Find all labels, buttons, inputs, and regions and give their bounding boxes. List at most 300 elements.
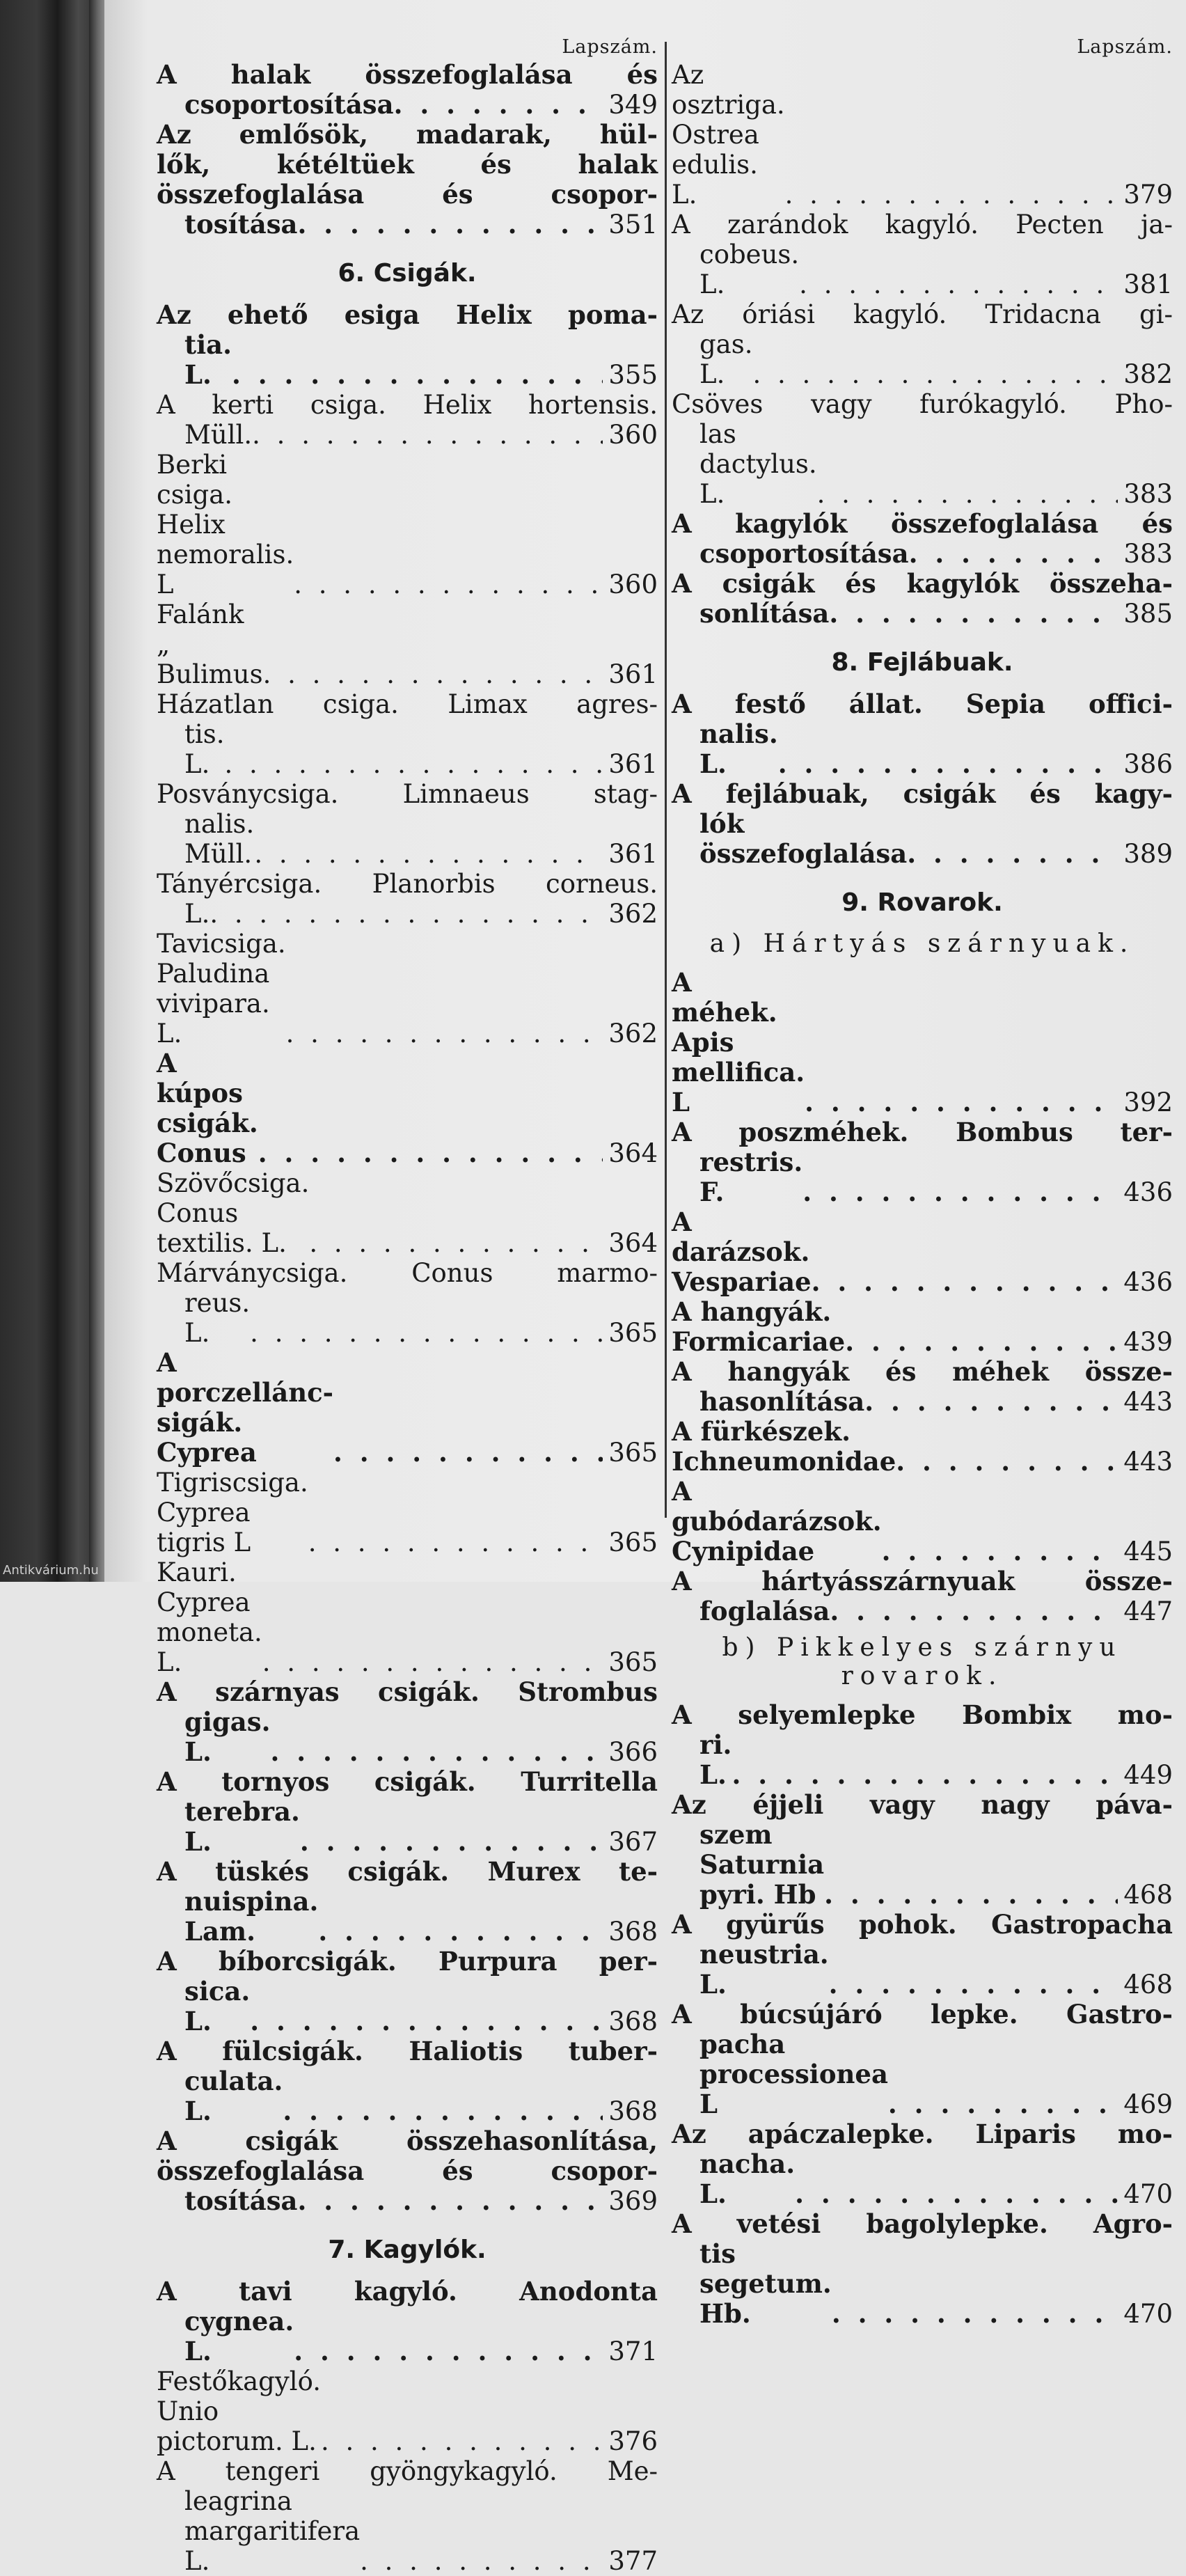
toc-entry-line	[672, 599, 1173, 629]
section-heading-8: 8. Fejlábuak.	[831, 648, 1013, 677]
toc-entry	[157, 869, 658, 929]
toc-entry-text: összefoglalása és csopor-	[157, 179, 658, 210]
toc-entry-line	[157, 2307, 658, 2366]
page-number: 470	[1123, 2179, 1173, 2209]
toc-entry-text: Berki csiga. Helix nemoralis. L	[157, 450, 294, 599]
toc-entry-line	[157, 1168, 658, 1258]
toc-entry-line	[157, 420, 658, 450]
toc-entry	[672, 1700, 1173, 1790]
toc-entry	[672, 509, 1173, 569]
left-column	[157, 35, 658, 2576]
toc-entry	[672, 60, 1173, 210]
dot-leader	[294, 2337, 603, 2366]
toc-entry-line	[157, 2126, 658, 2156]
toc-entry-line	[672, 60, 1173, 210]
page-number: 376	[608, 2426, 658, 2456]
toc-entry-line	[157, 1348, 658, 1468]
toc-entry-text: A vetési bagolylepke. Agro-	[672, 2208, 1173, 2239]
dot-leader	[258, 1138, 603, 1168]
page-number: 361	[608, 749, 658, 779]
page-number: 470	[1123, 2299, 1173, 2329]
toc-entry-line	[672, 1910, 1173, 1940]
toc-entry-text: gigas. L.	[184, 1706, 271, 1767]
toc-entry-line	[672, 1700, 1173, 1730]
page-number: 369	[608, 2186, 658, 2216]
toc-entry	[672, 968, 1173, 1117]
toc-entry-text: A fejlábuak, csigák és kagy-	[672, 778, 1173, 809]
toc-entry-line	[157, 1857, 658, 1887]
toc-entry	[672, 2119, 1173, 2209]
toc-entry	[157, 1348, 658, 1468]
page-number: 436	[1123, 1177, 1173, 1207]
page-number: 351	[608, 210, 658, 239]
toc-entry-text: A búcsújáró lepke. Gastro-	[672, 1999, 1173, 2029]
page-number: 383	[1123, 479, 1173, 509]
page-number: 368	[608, 2006, 658, 2036]
toc-entry	[157, 929, 658, 1049]
toc-entry-text: cygnea. L.	[184, 2306, 294, 2366]
toc-entry-line	[672, 1940, 1173, 2000]
toc-entry	[672, 1357, 1173, 1417]
page-number: 445	[1123, 1537, 1173, 1566]
dot-leader	[209, 899, 603, 929]
toc-entry-line	[672, 1790, 1173, 1820]
section-9a-entries	[672, 968, 1173, 1626]
toc-entry-text: Tigriscsiga. Cyprea tigris L	[157, 1468, 308, 1557]
toc-entry-line	[672, 569, 1173, 599]
page-number: 389	[1123, 839, 1173, 869]
dot-leader	[795, 2179, 1118, 2209]
toc-entry-line	[672, 1730, 1173, 1790]
dot-leader	[802, 1177, 1118, 1207]
dot-leader	[270, 1737, 603, 1767]
page-number-header: Lapszám.	[1077, 36, 1173, 58]
page-number: 361	[608, 659, 658, 689]
toc-entry-text: A tengeri gyöngykagyló. Me-	[157, 2456, 658, 2486]
toc-entry	[672, 1417, 1173, 1477]
dot-leader	[309, 1228, 603, 1258]
page-number: 365	[608, 1527, 658, 1557]
dot-leader	[232, 360, 603, 390]
dot-leader	[896, 1447, 1118, 1477]
toc-entry-line	[157, 1049, 658, 1168]
toc-entry-text: Müll.	[184, 420, 253, 450]
toc-entry-line	[157, 2366, 658, 2456]
toc-entry	[672, 1477, 1173, 1566]
toc-entry-line	[672, 2000, 1173, 2029]
toc-entry-text: A fülcsigák. Haliotis tuber-	[157, 2036, 658, 2066]
page-number: 365	[608, 1647, 658, 1677]
toc-entry-line	[157, 809, 658, 869]
toc-entry-text: A hangyák. Formicariae	[672, 1296, 846, 1357]
page-number: 364	[608, 1228, 658, 1258]
toc-entry-line	[157, 1677, 658, 1707]
toc-entry-text: foglalása	[699, 1596, 830, 1626]
section-heading-9: 9. Rovarok.	[841, 888, 1003, 917]
toc-entry-text: nalis. L.	[699, 718, 778, 779]
toc-entry	[157, 1168, 658, 1258]
toc-entry-text: las dactylus. L.	[699, 419, 817, 509]
toc-entry-line	[157, 719, 658, 779]
toc-entry	[157, 120, 658, 239]
toc-entry-line	[672, 239, 1173, 299]
toc-entry-line	[157, 1797, 658, 1857]
toc-entry-line	[672, 419, 1173, 509]
page-number: 367	[608, 1827, 658, 1857]
page-number: 355	[608, 360, 658, 390]
toc-entry-text: Csöves vagy furókagyló. Pho-	[672, 389, 1173, 419]
dot-leader	[298, 2186, 603, 2216]
toc-entry-text: sica. L.	[184, 1976, 251, 2036]
toc-entry-line	[672, 689, 1173, 719]
toc-entry-text: nuispina. Lam.	[184, 1886, 319, 1947]
page-number: 469	[1123, 2089, 1173, 2119]
toc-entry-line	[157, 2036, 658, 2066]
toc-entry-text: A festő állat. Sepia offici-	[672, 689, 1173, 719]
toc-entry-text: Az éjjeli vagy nagy páva-	[672, 1789, 1173, 1820]
page-number: 447	[1123, 1596, 1173, 1626]
toc-entry	[157, 390, 658, 450]
dot-leader	[224, 749, 603, 779]
toc-entry-line	[672, 1596, 1173, 1626]
toc-entry-line	[672, 1147, 1173, 1207]
toc-entry	[157, 1677, 658, 1767]
toc-entry-text: A fürkészek. Ichneumonidae	[672, 1416, 896, 1477]
page-number: 379	[1123, 180, 1173, 210]
toc-entry-text: Posványcsiga. Limnaeus stag-	[157, 779, 658, 809]
dot-leader	[882, 1537, 1118, 1566]
dot-leader	[829, 1970, 1118, 2000]
toc-entry-line	[672, 1207, 1173, 1297]
toc-entry	[157, 1049, 658, 1168]
toc-entry-text: A kúpos csigák. Conus	[157, 1048, 258, 1168]
page-number: 360	[608, 420, 658, 450]
toc-entry-line	[157, 2066, 658, 2126]
toc-entry-text: A bíborcsigák. Purpura per-	[157, 1946, 658, 1977]
toc-entry	[672, 299, 1173, 389]
toc-entry-text: csoportosítása	[184, 89, 394, 120]
dot-leader	[845, 1327, 1118, 1357]
toc-entry-text: L.	[184, 899, 210, 929]
toc-entry	[157, 1468, 658, 1557]
page-number: 386	[1123, 749, 1173, 779]
page-number: 362	[608, 1019, 658, 1049]
toc-entry-text: restris. F.	[699, 1147, 803, 1207]
dot-leader	[308, 1527, 603, 1557]
right-column	[672, 35, 1173, 2329]
toc-entry-line	[157, 450, 658, 599]
section-heading-7: 7. Kagylók.	[328, 2236, 487, 2264]
dot-leader	[778, 749, 1118, 779]
dot-leader	[283, 2096, 603, 2126]
toc-entry-text: nacha. L.	[699, 2149, 796, 2209]
toc-entry-text: A gubódarázsok. Cynipidae	[672, 1476, 882, 1566]
toc-entry-line	[672, 1477, 1173, 1566]
toc-entry-line	[157, 599, 658, 689]
toc-entry-text: A darázsok. Vespariae	[672, 1207, 812, 1297]
toc-entry-text: tis. L.	[184, 719, 225, 779]
page-number: 371	[608, 2337, 658, 2366]
toc-entry-text: Az osztriga. Ostrea edulis. L.	[672, 60, 785, 210]
toc-entry	[672, 1117, 1173, 1207]
toc-entry-text: Falánk „ Bulimus	[157, 599, 263, 689]
subheading-a: a) Hártyás szárnyuak.	[709, 929, 1135, 958]
toc-entry	[672, 389, 1173, 509]
toc-entry-text: A hangyák és méhek össze-	[672, 1356, 1173, 1387]
toc-entry	[157, 2456, 658, 2576]
toc-entry-line	[157, 929, 658, 1049]
toc-entry-line	[672, 2209, 1173, 2239]
toc-entry	[672, 1297, 1173, 1357]
toc-entry-line	[672, 719, 1173, 779]
toc-entry-line	[157, 210, 658, 239]
dot-leader	[333, 1438, 603, 1468]
dot-leader	[824, 1880, 1118, 1910]
toc-entry-line	[157, 60, 658, 90]
toc-entry-text: Festőkagyló. Unio pictorum. L.	[157, 2366, 321, 2456]
toc-entry-text: lők, kétéltüek és halak	[157, 149, 658, 180]
dot-leader	[300, 1827, 603, 1857]
dot-leader	[732, 1760, 1118, 1790]
dot-leader	[262, 1647, 603, 1677]
toc-entry-text: tis segetum. Hb.	[699, 2238, 832, 2329]
toc-entry-line	[672, 1297, 1173, 1357]
page-number: 449	[1123, 1760, 1173, 1790]
toc-entry-text: A porczelláncsigák. Cyprea	[157, 1347, 333, 1468]
section-7-entries	[157, 2277, 658, 2576]
toc-entry-text: tia. L.	[184, 329, 232, 390]
dot-leader	[394, 90, 603, 120]
toc-entry-text: A hártyásszárnyuak össze-	[672, 1566, 1173, 1596]
page-number: 365	[608, 1318, 658, 1348]
section-9b-entries	[672, 1700, 1173, 2329]
page-number: 361	[608, 839, 658, 869]
page-number: 443	[1123, 1447, 1173, 1477]
toc-entry-line	[157, 1557, 658, 1677]
page-number: 360	[608, 570, 658, 599]
toc-entry-text: A zarándok kagyló. Pecten ja-	[672, 210, 1173, 239]
toc-entry	[672, 1910, 1173, 2000]
toc-entry-line	[672, 389, 1173, 419]
dot-leader	[318, 1917, 603, 1947]
watermark: Antikvárium.hu	[3, 1563, 99, 1578]
toc-entry	[672, 1790, 1173, 1910]
toc-entry-line	[672, 539, 1173, 569]
toc-entry-text: hasonlítása	[699, 1386, 865, 1417]
dot-leader	[360, 2546, 603, 2576]
toc-entry	[672, 1566, 1173, 1626]
toc-entry-line	[157, 1288, 658, 1348]
toc-entry-line	[672, 968, 1173, 1117]
toc-entry-text: Kauri. Cyprea moneta. L.	[157, 1557, 262, 1677]
toc-entry-text: Az óriási kagyló. Tridacna gi-	[672, 299, 1173, 329]
page-number: 436	[1123, 1267, 1173, 1297]
dot-leader	[254, 839, 603, 869]
toc-entry	[672, 569, 1173, 629]
dot-leader	[250, 1318, 603, 1348]
dot-leader	[812, 1267, 1118, 1297]
toc-entry-line	[672, 1357, 1173, 1387]
page-number: 368	[608, 2096, 658, 2126]
toc-entry	[157, 1557, 658, 1677]
toc-entry-text: pacha processionea L	[699, 2029, 888, 2119]
dot-leader	[785, 180, 1118, 210]
toc-entry	[672, 2000, 1173, 2119]
toc-entry-line	[157, 120, 658, 150]
page-number: 377	[608, 2546, 658, 2576]
dot-leader	[294, 570, 603, 599]
toc-entry-text: A tavi kagyló. Anodonta	[157, 2276, 658, 2307]
toc-entry-text: A tüskés csigák. Murex te-	[157, 1856, 658, 1887]
dot-leader	[252, 420, 603, 450]
page-number: 349	[608, 90, 658, 120]
page-number: 381	[1123, 269, 1173, 299]
dot-leader	[805, 1087, 1118, 1117]
toc-entry-text: Az apáczalepke. Liparis mo-	[672, 2119, 1173, 2149]
toc-entry-line	[157, 90, 658, 120]
toc-entry-line	[157, 2486, 658, 2576]
subheading-b-line2: rovarok.	[841, 1662, 1004, 1690]
toc-entry	[672, 689, 1173, 779]
page-number: 468	[1123, 1970, 1173, 2000]
page-number: 385	[1123, 599, 1173, 629]
toc-entry-line	[157, 180, 658, 210]
dot-leader	[829, 599, 1118, 629]
left-top-entries	[157, 60, 658, 239]
toc-entry-text: lók összefoglalása	[699, 808, 908, 869]
toc-entry-text: Szövőcsiga. Conus textilis. L.	[157, 1168, 310, 1258]
dot-leader	[907, 839, 1118, 869]
toc-entry-line	[157, 1887, 658, 1947]
toc-entry	[157, 60, 658, 120]
toc-entry-line	[672, 779, 1173, 809]
toc-entry-text: Az emlősök, madarak, hül-	[157, 119, 658, 150]
toc-entry-text: összefoglalása és csopor-	[157, 2155, 658, 2186]
spine-edge	[89, 0, 104, 1582]
toc-entry-text: Tavicsiga. Paludina vivipara. L.	[157, 929, 286, 1049]
toc-entry-text: tosítása	[184, 209, 298, 239]
page-number: 443	[1123, 1387, 1173, 1417]
section-6-entries	[157, 300, 658, 2216]
toc-entry	[672, 1207, 1173, 1297]
toc-entry-text: Házatlan csiga. Limax agres-	[157, 689, 658, 719]
toc-entry-text: A kagylók összefoglalása és	[672, 508, 1173, 539]
toc-entry-text: A gyürűs pohok. Gastropacha	[672, 1909, 1173, 1940]
toc-entry	[672, 2209, 1173, 2329]
toc-entry-text: A selyemlepke Bombix mo-	[672, 1699, 1173, 1730]
toc-entry	[672, 779, 1173, 869]
section-heading-6: 6. Csigák.	[338, 259, 477, 288]
dot-leader	[864, 1387, 1118, 1417]
toc-entry-text: A csigák és kagylók összeha-	[672, 568, 1173, 599]
toc-entry	[157, 300, 658, 390]
toc-entry-line	[157, 899, 658, 929]
toc-entry-line	[672, 210, 1173, 239]
toc-entry-text: Az ehető esiga Helix poma-	[157, 299, 658, 330]
toc-entry-line	[672, 1117, 1173, 1147]
toc-entry-text: A kerti csiga. Helix hortensis.	[157, 390, 658, 420]
toc-entry-text: gas. L.	[699, 329, 753, 389]
dot-leader	[830, 1596, 1118, 1626]
toc-entry	[157, 450, 658, 599]
page-number: 368	[608, 1917, 658, 1947]
toc-entry-line	[157, 1947, 658, 1977]
toc-entry-text: Tányércsiga. Planorbis corneus.	[157, 869, 658, 899]
toc-entry-line	[672, 1417, 1173, 1477]
toc-entry	[672, 210, 1173, 299]
toc-entry-line	[672, 329, 1173, 389]
toc-entry-line	[157, 390, 658, 420]
page-number: 439	[1123, 1327, 1173, 1357]
dot-leader	[832, 2299, 1118, 2329]
toc-entry-line	[672, 2029, 1173, 2119]
page-number: 365	[608, 1438, 658, 1468]
toc-entry-line	[157, 1977, 658, 2036]
toc-entry-line	[157, 1707, 658, 1767]
page-number: 366	[608, 1737, 658, 1767]
toc-entry-line	[157, 869, 658, 899]
toc-entry-line	[157, 2277, 658, 2307]
toc-entry-text: A halak összefoglalása és	[157, 59, 658, 90]
toc-entry	[157, 1767, 658, 1857]
toc-entry-text: reus. L.	[184, 1288, 251, 1348]
toc-entry	[157, 599, 658, 689]
toc-entry-line	[157, 1767, 658, 1797]
subheading-b	[672, 1633, 1173, 1690]
toc-entry-line	[157, 2156, 658, 2186]
toc-entry-text: sonlítása	[699, 598, 830, 629]
toc-entry-line	[672, 1820, 1173, 1910]
toc-entry-line	[157, 779, 658, 809]
dot-leader	[286, 1019, 603, 1049]
toc-entry	[157, 779, 658, 869]
page-number: 362	[608, 899, 658, 929]
toc-entry	[157, 689, 658, 779]
dot-leader	[753, 359, 1118, 389]
toc-entry-line	[672, 809, 1173, 869]
toc-entry-line	[157, 150, 658, 180]
page-number: 392	[1123, 1087, 1173, 1117]
dot-leader	[799, 269, 1118, 299]
toc-entry-text: szem Saturnia pyri. Hb	[699, 1819, 825, 1910]
page-number: 383	[1123, 539, 1173, 569]
toc-entry-line	[157, 2186, 658, 2216]
toc-entry-line	[157, 1468, 658, 1557]
toc-entry-line	[672, 299, 1173, 329]
dot-leader	[298, 210, 603, 239]
toc-entry-line	[157, 1258, 658, 1288]
toc-entry-text: A tornyos csigák. Turritella	[157, 1766, 658, 1797]
toc-entry-text: tosítása	[184, 2185, 298, 2216]
toc-entry-line	[672, 2119, 1173, 2149]
toc-entry-text: A szárnyas csigák. Strombus	[157, 1676, 658, 1707]
toc-entry-text: ri. L.	[699, 1729, 732, 1790]
toc-entry	[157, 2366, 658, 2456]
toc-entry-text: leagrina margaritifera L.	[184, 2486, 361, 2576]
toc-entry-text: csoportosítása	[699, 538, 909, 569]
toc-entry	[157, 2036, 658, 2126]
toc-entry-line	[157, 689, 658, 719]
toc-entry-line	[157, 300, 658, 330]
toc-entry-line	[157, 330, 658, 390]
toc-entry-text: terebra. L.	[184, 1796, 300, 1857]
toc-entry	[157, 1947, 658, 2036]
toc-entry-text: A poszméhek. Bombus ter-	[672, 1117, 1173, 1147]
toc-entry	[157, 1857, 658, 1947]
toc-entry-line	[672, 1387, 1173, 1417]
toc-entry	[157, 2277, 658, 2366]
page-number: 382	[1123, 359, 1173, 389]
